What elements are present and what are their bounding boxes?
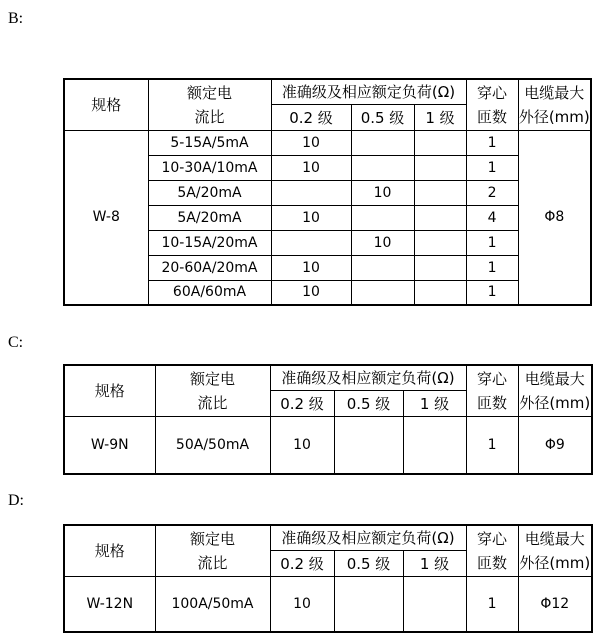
class05-cell [351, 280, 414, 305]
header-turns-line2: 匝数 [477, 393, 508, 412]
turns-cell: 1 [466, 130, 518, 155]
class02-cell: 10 [271, 205, 351, 230]
header-cable-line2: 外径(mm) [518, 107, 590, 126]
header-class-05: 0.5 级 [334, 550, 403, 576]
header-turns-line2: 匝数 [477, 107, 508, 126]
class05-cell [351, 205, 414, 230]
section-label-c: C: [8, 334, 24, 351]
table-row [64, 130, 591, 155]
turns-cell: 1 [466, 255, 518, 280]
header-row [64, 79, 591, 104]
header-spec: 规格 [64, 79, 148, 130]
cable-cell: Φ9 [518, 416, 592, 474]
ratio-cell: 5A/20mA [148, 180, 271, 205]
turns-cell: 1 [466, 155, 518, 180]
turns-cell: 1 [466, 576, 518, 632]
header-ratio-line1: 额定电 [189, 369, 235, 388]
header-ratio-line1: 额定电 [189, 529, 235, 548]
class02-cell [271, 230, 351, 255]
section-label-d: D: [8, 492, 24, 509]
header-cable [518, 79, 591, 130]
spec-table-b [63, 78, 592, 306]
turns-cell: 2 [466, 180, 518, 205]
header-cable [518, 365, 592, 416]
class1-cell [414, 205, 466, 230]
header-accuracy: 准确级及相应额定负荷(Ω) [270, 525, 466, 550]
class02-cell: 10 [270, 416, 334, 474]
header-cable-line2: 外径(mm) [519, 393, 591, 412]
class02-cell: 10 [271, 255, 351, 280]
header-class-02: 0.2 级 [270, 390, 334, 416]
header-cable-line1: 电缆最大 [524, 529, 585, 548]
header-cable-line1: 电缆最大 [524, 83, 585, 102]
ratio-cell: 50A/50mA [155, 416, 270, 474]
header-ratio [155, 525, 270, 576]
header-ratio [148, 79, 271, 130]
turns-cell: 4 [466, 205, 518, 230]
class02-cell: 10 [271, 155, 351, 180]
header-turns [466, 525, 518, 576]
header-class-1: 1 级 [403, 390, 466, 416]
header-turns [466, 365, 518, 416]
table-row [64, 576, 592, 632]
class05-cell [351, 155, 414, 180]
header-spec: 规格 [64, 365, 155, 416]
header-ratio-line2: 流比 [197, 553, 228, 572]
turns-cell: 1 [466, 230, 518, 255]
header-class-1: 1 级 [403, 550, 466, 576]
header-class-02: 0.2 级 [271, 104, 351, 130]
header-cable-line2: 外径(mm) [519, 553, 591, 572]
class05-cell: 10 [351, 230, 414, 255]
class1-cell [414, 130, 466, 155]
class1-cell [414, 255, 466, 280]
ratio-cell: 5-15A/5mA [148, 130, 271, 155]
class05-cell: 10 [351, 180, 414, 205]
header-class-02: 0.2 级 [270, 550, 334, 576]
turns-cell: 1 [466, 416, 518, 474]
header-turns-line1: 穿心 [477, 529, 508, 548]
header-accuracy: 准确级及相应额定负荷(Ω) [271, 79, 466, 104]
class1-cell [414, 180, 466, 205]
ratio-cell: 5A/20mA [148, 205, 271, 230]
ratio-cell: 20-60A/20mA [148, 255, 271, 280]
class02-cell: 10 [271, 130, 351, 155]
header-ratio [155, 365, 270, 416]
ratio-cell: 100A/50mA [155, 576, 270, 632]
class02-cell: 10 [270, 576, 334, 632]
header-turns [466, 79, 518, 130]
class05-cell [334, 416, 403, 474]
header-accuracy: 准确级及相应额定负荷(Ω) [270, 365, 466, 390]
class1-cell [414, 280, 466, 305]
header-ratio-line2: 流比 [197, 393, 228, 412]
class05-cell [334, 576, 403, 632]
class1-cell [403, 416, 466, 474]
header-class-05: 0.5 级 [351, 104, 414, 130]
header-row [64, 525, 592, 550]
spec-cell: W-9N [64, 416, 155, 474]
header-cable [518, 525, 592, 576]
class02-cell [271, 180, 351, 205]
header-turns-line1: 穿心 [477, 83, 508, 102]
header-class-05: 0.5 级 [334, 390, 403, 416]
spec-table-d [63, 524, 593, 633]
table-row [64, 416, 592, 474]
cable-cell: Φ8 [518, 130, 591, 305]
class02-cell: 10 [271, 280, 351, 305]
header-row [64, 365, 592, 390]
ratio-cell: 10-15A/20mA [148, 230, 271, 255]
ratio-cell: 60A/60mA [148, 280, 271, 305]
class1-cell [403, 576, 466, 632]
header-ratio-line2: 流比 [194, 107, 225, 126]
class1-cell [414, 155, 466, 180]
spec-cell: W-12N [64, 576, 155, 632]
header-spec: 规格 [64, 525, 155, 576]
spec-table-c [63, 364, 593, 475]
header-ratio-line1: 额定电 [186, 83, 232, 102]
section-label-b: B: [8, 10, 24, 27]
class1-cell [414, 230, 466, 255]
header-turns-line2: 匝数 [477, 553, 508, 572]
spec-cell: W-8 [64, 130, 148, 305]
header-cable-line1: 电缆最大 [524, 369, 585, 388]
class05-cell [351, 255, 414, 280]
header-turns-line1: 穿心 [477, 369, 508, 388]
turns-cell: 1 [466, 280, 518, 305]
header-class-1: 1 级 [414, 104, 466, 130]
ratio-cell: 10-30A/10mA [148, 155, 271, 180]
cable-cell: Φ12 [518, 576, 592, 632]
class05-cell [351, 130, 414, 155]
